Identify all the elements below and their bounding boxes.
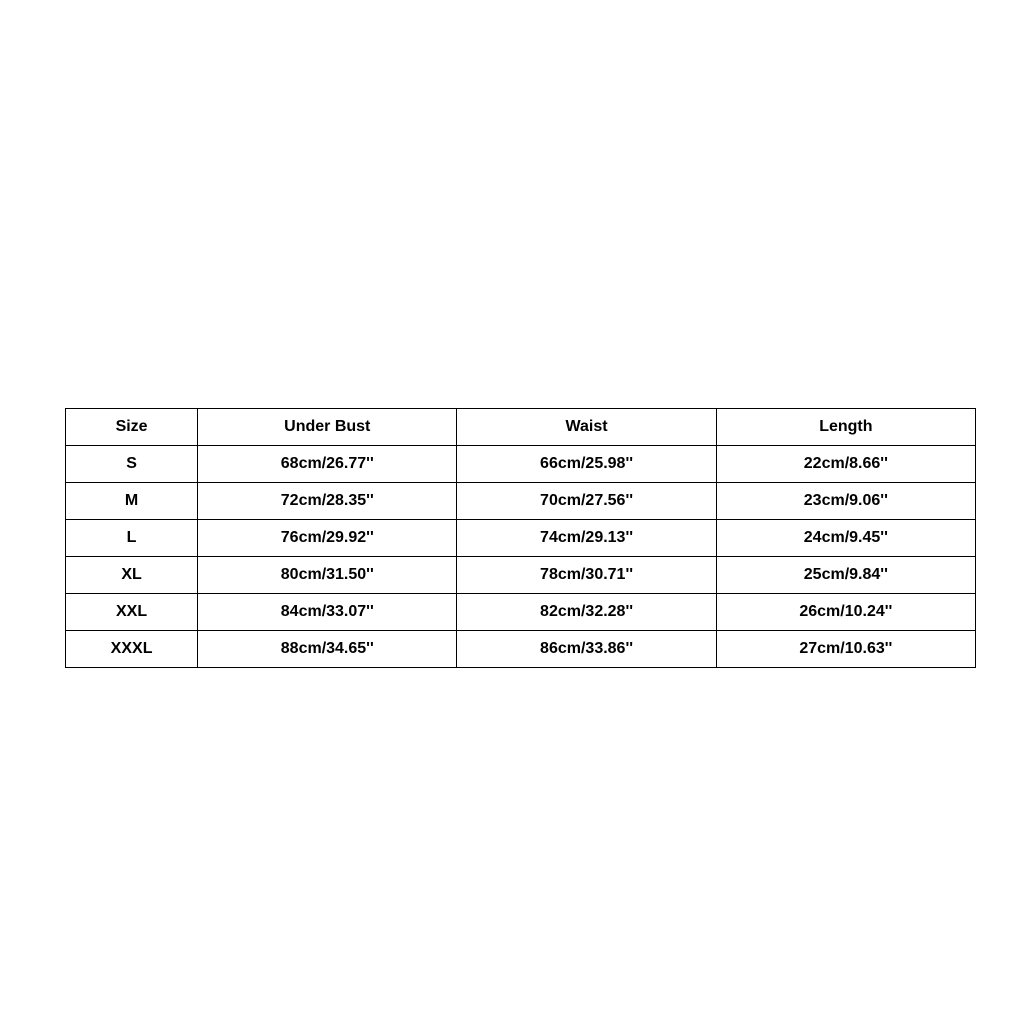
cell-under-bust: 80cm/31.50'' [198,557,457,594]
cell-length: 24cm/9.45'' [716,520,975,557]
cell-size: XL [66,557,198,594]
cell-under-bust: 76cm/29.92'' [198,520,457,557]
cell-size: XXL [66,594,198,631]
cell-length: 25cm/9.84'' [716,557,975,594]
size-chart-table [65,408,976,668]
cell-under-bust: 68cm/26.77'' [198,446,457,483]
cell-size: M [66,483,198,520]
table-row [66,446,976,483]
cell-under-bust: 84cm/33.07'' [198,594,457,631]
table-row [66,557,976,594]
table-row [66,631,976,668]
table-row [66,594,976,631]
header-waist: Waist [457,409,716,446]
cell-size: S [66,446,198,483]
table-row [66,483,976,520]
cell-waist: 70cm/27.56'' [457,483,716,520]
cell-size: L [66,520,198,557]
cell-waist: 86cm/33.86'' [457,631,716,668]
cell-length: 22cm/8.66'' [716,446,975,483]
table-row [66,520,976,557]
cell-length: 27cm/10.63'' [716,631,975,668]
header-under-bust: Under Bust [198,409,457,446]
cell-waist: 78cm/30.71'' [457,557,716,594]
table-header-row [66,409,976,446]
cell-under-bust: 88cm/34.65'' [198,631,457,668]
cell-waist: 82cm/32.28'' [457,594,716,631]
cell-size: XXXL [66,631,198,668]
cell-length: 26cm/10.24'' [716,594,975,631]
header-length: Length [716,409,975,446]
cell-length: 23cm/9.06'' [716,483,975,520]
cell-waist: 66cm/25.98'' [457,446,716,483]
cell-under-bust: 72cm/28.35'' [198,483,457,520]
header-size: Size [66,409,198,446]
cell-waist: 74cm/29.13'' [457,520,716,557]
